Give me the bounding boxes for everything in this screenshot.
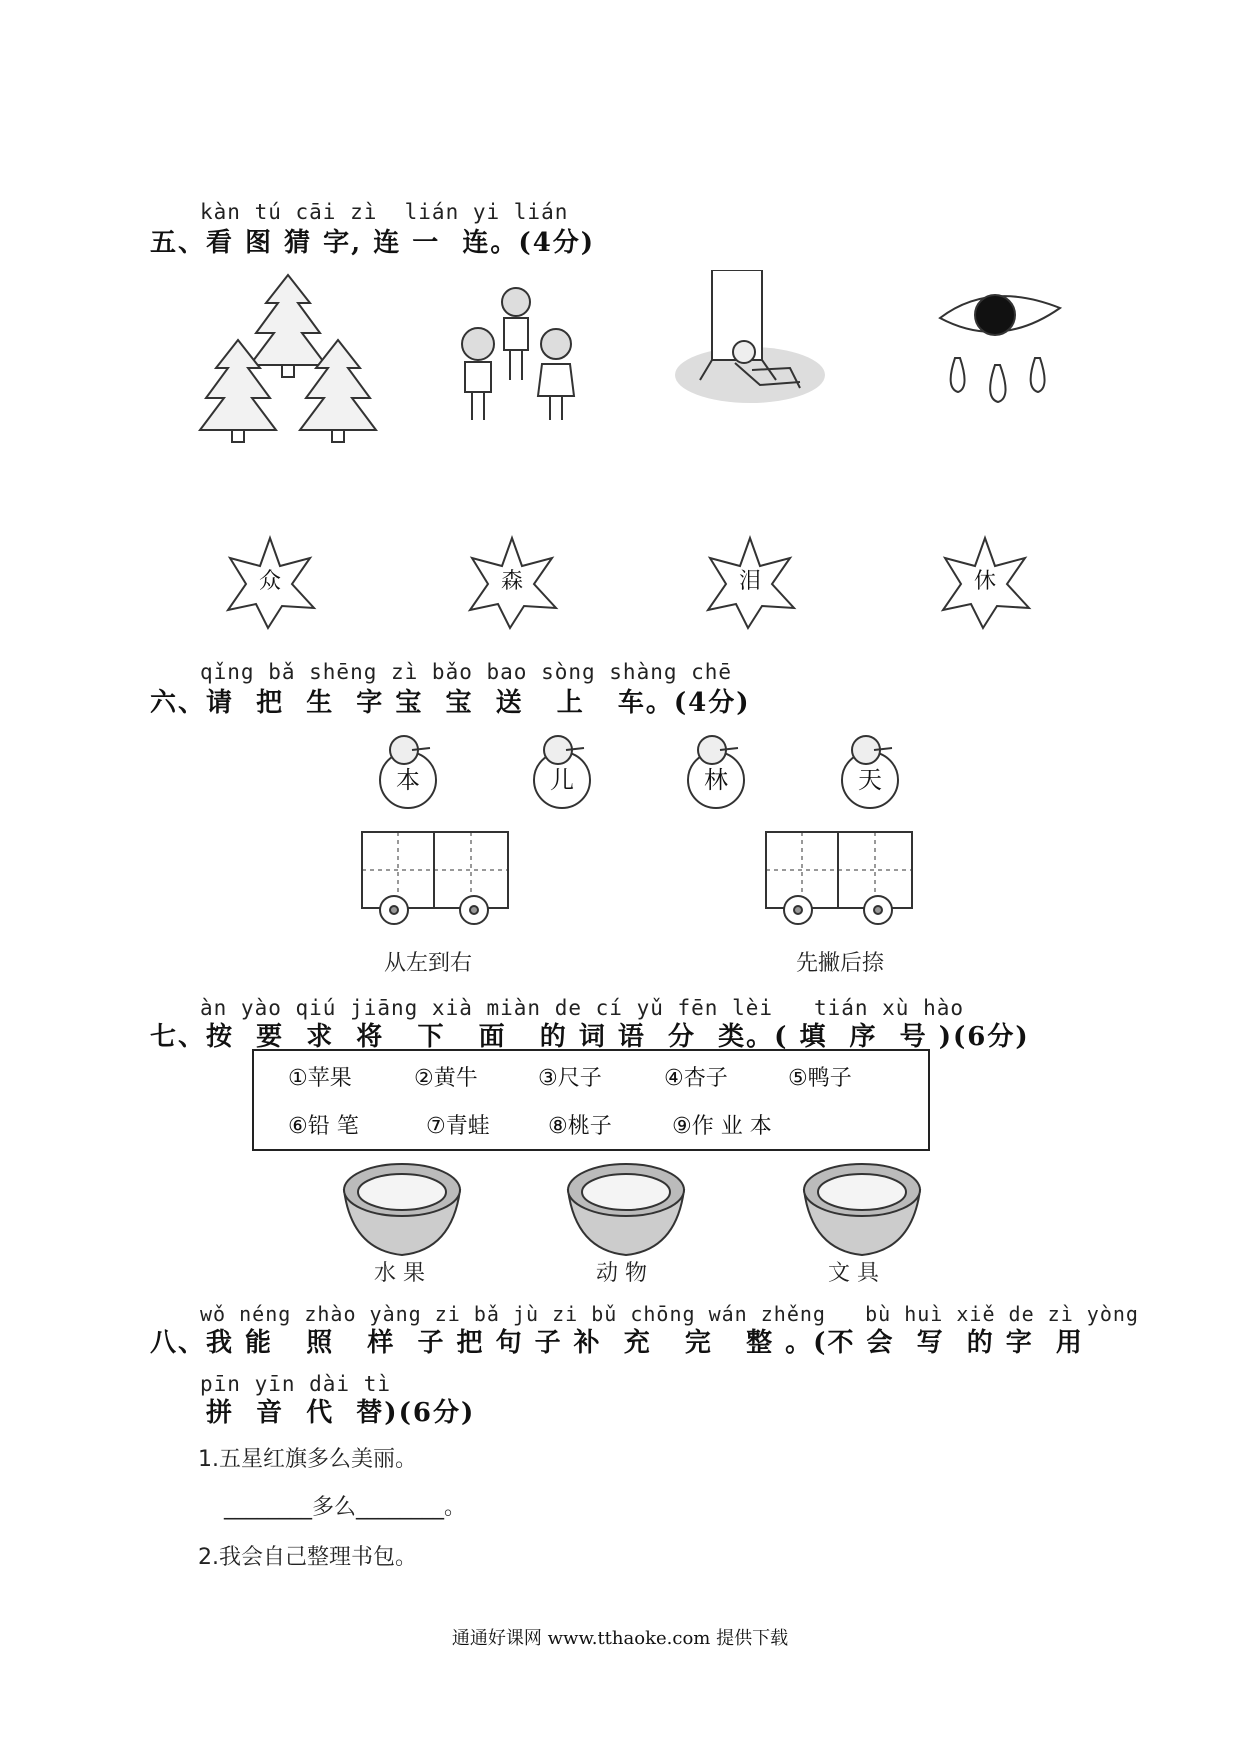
q7-title: 七、按 要 求 将 下 面 的 词 语 分 类。( 填 序 号 )(6分) <box>150 1022 1030 1052</box>
snowman-char-1: 本 <box>396 766 420 794</box>
leaf-4 <box>943 538 1029 628</box>
leaf-char-4: 休 <box>973 569 997 594</box>
snowman-2 <box>534 736 590 808</box>
word-item: ④杏子 <box>664 1066 728 1091</box>
bowl-1 <box>344 1164 460 1255</box>
word-item: ⑥铅 笔 <box>288 1114 359 1139</box>
tears-picture <box>940 295 1060 402</box>
leaf-3 <box>708 538 794 628</box>
snowman-3 <box>688 736 744 808</box>
q8-pinyin-1: wǒ néng zhào yàng zi bǎ jù zi bǔ chōng wán zhěng bù huì xiě de zì yòng <box>200 1302 1139 1326</box>
leaf-char-2: 森 <box>500 569 524 594</box>
word-item: ①苹果 <box>288 1066 352 1091</box>
q7-pinyin: àn yào qiú jiāng xià miàn de cí yǔ fēn lèi tián xù hào <box>200 996 965 1020</box>
q8-item-1: 1.五星红旗多么美丽。 <box>198 1447 417 1472</box>
q8-pinyin-2: pīn yīn dài tì <box>200 1372 392 1396</box>
q5-pinyin: kàn tú cāi zì lián yi lián <box>200 200 569 224</box>
snowman-4 <box>842 736 898 808</box>
word-item: ③尺子 <box>538 1066 602 1091</box>
leaf-2 <box>470 538 556 628</box>
bowl-3 <box>804 1164 920 1255</box>
word-item: ⑤鸭子 <box>788 1066 852 1091</box>
q8-title-2: 拼 音 代 替)(6分) <box>206 1398 476 1428</box>
bowl-label-2: 动 物 <box>596 1261 647 1286</box>
bowl-label-1: 水 果 <box>374 1261 425 1286</box>
trees-picture <box>200 275 376 442</box>
footer-text: 通通好课网 www.tthaoke.com 提供下载 <box>451 1628 789 1649</box>
leaf-char-1: 众 <box>258 569 282 594</box>
word-item: ②黄牛 <box>414 1066 478 1091</box>
leaf-char-3: 泪 <box>738 569 762 594</box>
word-bank <box>252 1049 930 1151</box>
bowl-label-3: 文 具 <box>828 1261 879 1286</box>
word-item: ⑨作 业 本 <box>672 1114 772 1139</box>
truck-1 <box>362 832 508 924</box>
snowman-1 <box>380 736 436 808</box>
truck-1-label: 从左到右 <box>384 951 473 976</box>
q8-item-2: 2.我会自己整理书包。 <box>198 1545 417 1570</box>
rest-picture <box>675 270 825 403</box>
q6-title: 六、请 把 生 字 宝 宝 送 上 车。(4分) <box>150 688 751 718</box>
truck-2 <box>766 832 912 924</box>
snowman-char-3: 林 <box>704 766 728 794</box>
q8-item-1-blank[interactable]: ________多么________。 <box>224 1495 467 1520</box>
snowman-char-4: 天 <box>858 766 882 794</box>
q6-pinyin: qǐng bǎ shēng zì bǎo bao sòng shàng chē <box>200 660 733 684</box>
truck-2-label: 先撇后捺 <box>796 951 885 976</box>
q5-illustrations <box>0 270 1240 640</box>
word-item: ⑦青蛙 <box>426 1114 490 1139</box>
q6-illustrations <box>0 725 1240 950</box>
leaf-1 <box>228 538 314 628</box>
q8-title-1: 八、我 能 照 样 子 把 句 子 补 充 完 整 。(不 会 写 的 字 用 <box>150 1328 1084 1358</box>
bowl-2 <box>568 1164 684 1255</box>
people-picture <box>462 288 574 420</box>
q5-title: 五、看 图 猜 字, 连 一 连。(4分) <box>150 228 596 258</box>
snowman-char-2: 儿 <box>550 766 574 794</box>
word-item: ⑧桃子 <box>548 1114 612 1139</box>
leaf-group <box>228 538 1029 628</box>
